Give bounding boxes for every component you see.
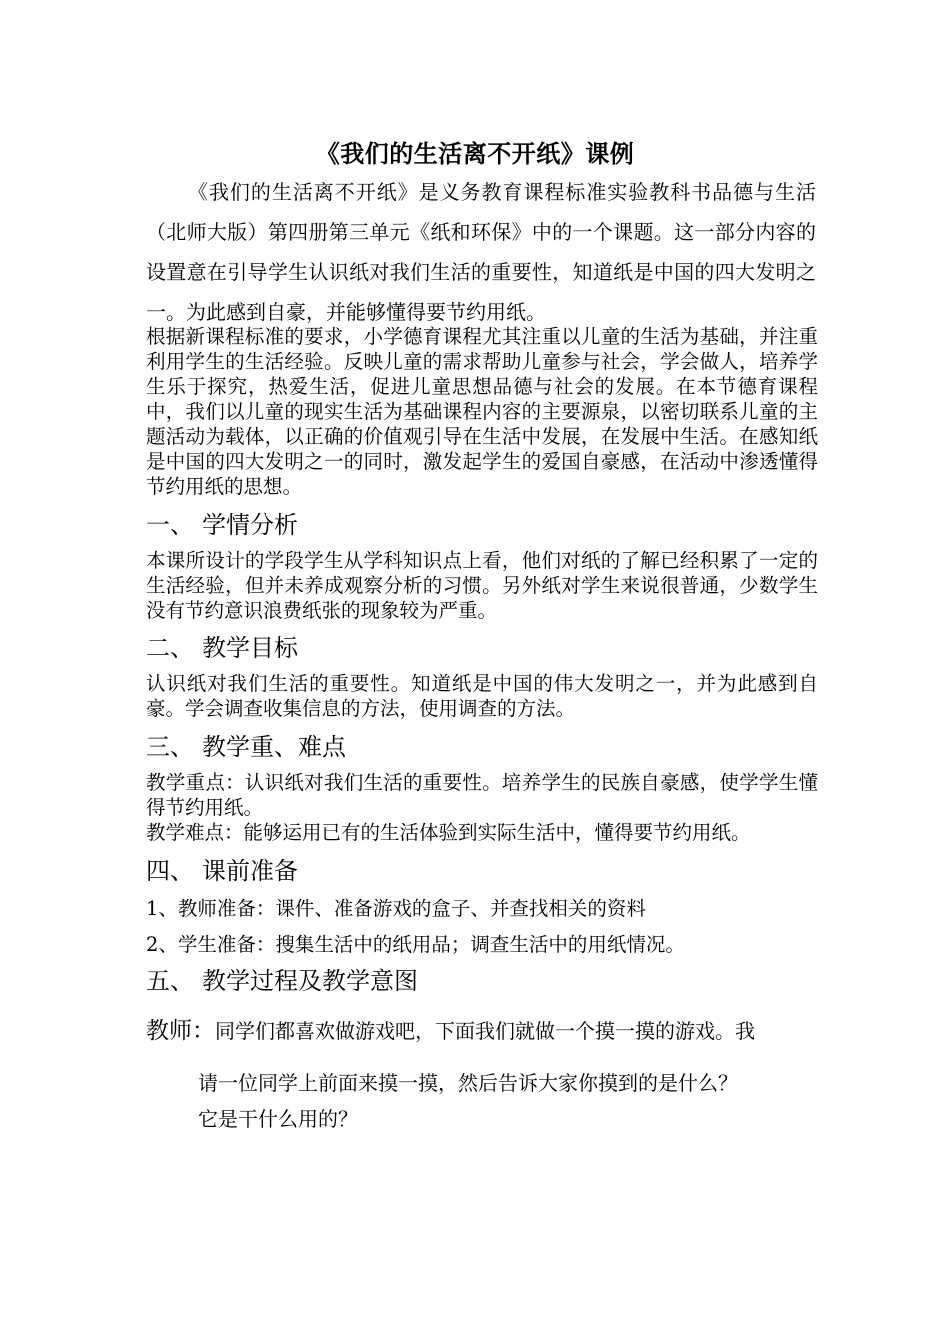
section-title: 教学重、难点: [202, 733, 346, 761]
section-title: 课前准备: [202, 857, 298, 885]
section-number: 四、: [146, 857, 194, 885]
section-title: 教学过程及教学意图: [202, 967, 418, 995]
section-heading-5: [146, 966, 418, 996]
section-body-2: 认识纸对我们生活的重要性。知道纸是中国的伟大发明之一，并为此感到自豪。学会调查收集信息的方法，使用调查的方法。: [146, 672, 818, 720]
section-heading-2: [146, 633, 298, 663]
prep-item-teacher: 1、教师准备：课件、准备游戏的盒子、并查找相关的资料: [146, 897, 646, 920]
key-point: 教学重点：认识纸对我们生活的重要性。培养学生的民族自豪感，使学学生懂得节约用纸。: [146, 771, 818, 819]
section-heading-3: [146, 732, 346, 762]
section-heading-1: [146, 510, 298, 540]
process-line-2: 请一位同学上前面来摸一摸，然后告诉大家你摸到的是什么？: [198, 1071, 738, 1095]
teacher-speech: 同学们都喜欢做游戏吧，下面我们就做一个摸一摸的游戏。我: [215, 1019, 755, 1043]
section-body-1: 本课所设计的学段学生从学科知识点上看，他们对纸的了解已经积累了一定的生活经验，但并未养成观察分析的习惯。另外纸对学生来说很普通，少数学生没有节约意识浪费纸张的现象较为严重。: [146, 549, 818, 622]
section-number: 二、: [146, 634, 194, 662]
prep-item-student: 2、学生准备：搜集生活中的纸用品；调查生活中的用纸情况。: [146, 933, 685, 956]
section-title: 教学目标: [202, 634, 298, 662]
teacher-label: 教师：: [146, 1018, 215, 1044]
teacher-line: [146, 1016, 755, 1046]
section-number: 三、: [146, 733, 194, 761]
intro-paragraph: 《我们的生活离不开纸》是义务教育课程标准实验教科书品德与生活（北师大版）第四册第三单元《纸和环保》中的一个课题。这一部分内容的设置意在引导学生认识纸对我们生活的重要性，知道纸是中国的四大发明之一。为此感到自豪，并能够懂得要节约用纸。: [146, 180, 816, 324]
difficult-point: 教学难点：能够运用已有的生活体验到实际生活中，懂得要节约用纸。: [146, 821, 751, 844]
section-heading-4: [146, 856, 298, 886]
section-title: 学情分析: [202, 511, 298, 539]
paragraph-curriculum: 根据新课程标准的要求，小学德育课程尤其注重以儿童的生活为基础，并注重利用学生的生活经验。反映儿童的需求帮助儿童参与社会，学会做人，培养学生乐于探究，热爱生活，促进儿童思想品德与社会的发展。在本节德育课程中，我们以儿童的现实生活为基础课程内容的主要源泉，以密切联系儿童的主题活动为载体，以正确的价值观引导在生活中发展，在发展中生活。在感知纸是中国的四大发明之一的同时，激发起学生的爱国自豪感，在活动中渗透懂得节约用纸的思想。: [146, 325, 818, 498]
process-line-3: 它是干什么用的？: [198, 1107, 358, 1131]
document-title: 《我们的生活离不开纸》课例: [315, 139, 635, 168]
section-number: 一、: [146, 511, 194, 539]
section-number: 五、: [146, 967, 194, 995]
